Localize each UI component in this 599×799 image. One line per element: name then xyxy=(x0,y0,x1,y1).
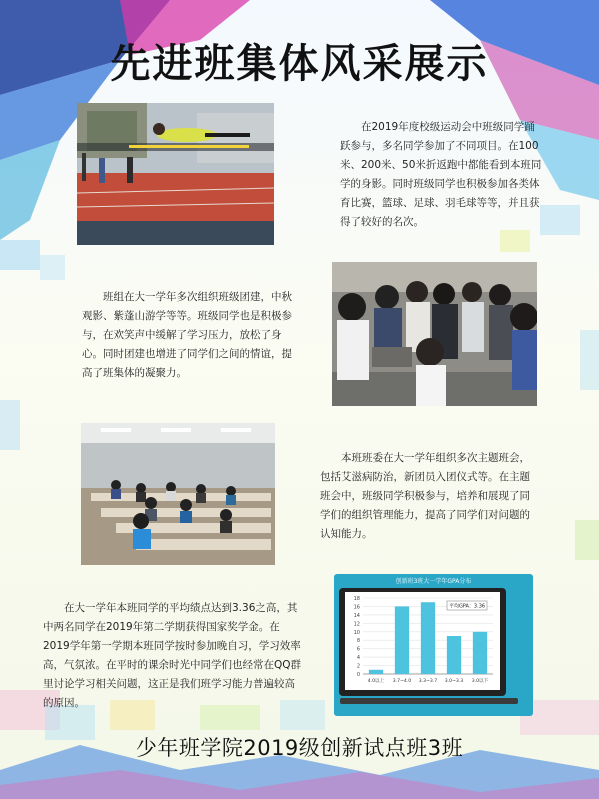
y-tick-label: 16 xyxy=(353,604,360,611)
gpa-bar xyxy=(369,670,383,674)
x-tick-label: 3.3~3.7 xyxy=(418,679,438,684)
y-tick-label: 2 xyxy=(356,663,360,670)
gpa-bar xyxy=(473,632,487,674)
y-tick-label: 18 xyxy=(353,596,360,602)
chart-title: 创新班3班大一学年GPA分布 xyxy=(395,578,472,585)
y-tick-label: 12 xyxy=(353,621,360,628)
sports-meet-photo xyxy=(77,103,274,245)
class-meeting-paragraph: 本班班委在大一学年组织多次主题班会，包括艾滋病防治，新团员入团仪式等。在主题班会中，班级同学积极参与，培养和展现了同学们的组织管理能力，提高了同学们对问题的认知能力。 xyxy=(320,452,530,540)
y-tick-label: 6 xyxy=(356,646,360,653)
gpa-bar xyxy=(421,602,435,674)
y-tick-label: 14 xyxy=(353,612,360,619)
y-tick-label: 4 xyxy=(356,655,360,662)
x-tick-label: 3.0~3.3 xyxy=(444,679,464,684)
team-building-paragraph: 班组在大一学年多次组织班级团建，中秋观影、紫蓬山游学等等。班级同学也是积极参与，在欢笑声中缓解了学习压力，放松了身心。同时团建也增进了同学们之间的情谊，提高了班集体的凝聚力。 xyxy=(82,291,292,379)
sports-paragraph: 在2019年度校级运动会中班级同学踊跃参与，多名同学参加了不同项目。在100米、200米、50米折返跑中都能看到本班同学的身影。同时班级同学也积极参加各类体育比赛，篮球、足球、羽毛球等等，并且获得了较好的名次。 xyxy=(340,121,542,228)
y-tick-label: 0 xyxy=(356,672,360,678)
y-tick-label: 10 xyxy=(353,629,360,636)
class-meeting-photo xyxy=(81,423,275,565)
team-building-photo xyxy=(332,262,537,406)
monitor-base xyxy=(340,698,518,704)
x-tick-label: 3.7~4.0 xyxy=(392,679,412,684)
poster-title: 先进班集体风采展示 xyxy=(110,41,489,87)
gpa-bar xyxy=(447,636,461,674)
poster-footer: 少年班学院2019级创新试点班3班 xyxy=(135,736,464,760)
chart-annotation: 平均GPA：3.36 xyxy=(448,603,486,610)
x-tick-label: 4.0以上 xyxy=(367,679,385,684)
y-tick-label: 8 xyxy=(356,638,360,645)
gpa-chart xyxy=(345,592,500,690)
gpa-bar xyxy=(395,606,409,674)
x-tick-label: 3.0以下 xyxy=(471,679,489,684)
chart-screen xyxy=(345,592,500,690)
academic-paragraph: 在大一学年本班同学的平均绩点达到3.36之高，其中两名同学在2019年第二学期获得国家奖学金。在2019学年第一学期本班同学按时参加晚自习，学习效率高，气氛浓。在平时的课余时光中同学们也经常在QQ群里讨论学习相关问题，这正是我们班学习能力普遍较高的原因。 xyxy=(43,602,302,709)
